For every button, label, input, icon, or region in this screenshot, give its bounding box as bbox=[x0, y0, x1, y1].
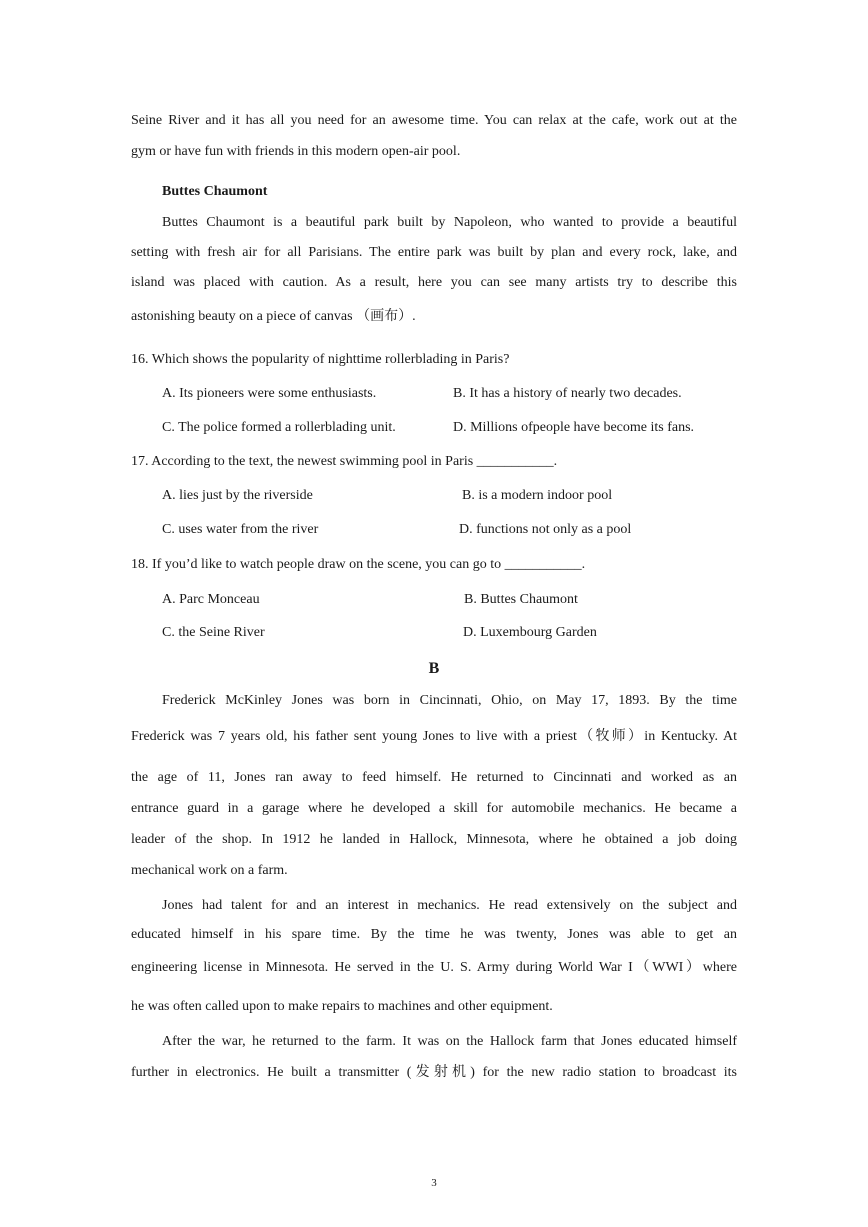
question-option: C. uses water from the river bbox=[162, 522, 319, 537]
paragraph-line: mechanical work on a farm. bbox=[131, 863, 288, 878]
paragraph-line: Frederick McKinley Jones was born in Cincinnati, Ohio, on May 17, 1893. By the time bbox=[162, 693, 737, 708]
paragraph-line: leader of the shop. In 1912 he landed in Hallock, Minnesota, where he obtained a job doing bbox=[131, 832, 737, 847]
paragraph-line: entrance guard in a garage where he developed a skill for automobile mechanics. He became a bbox=[131, 801, 737, 816]
question-option: D. Millions ofpeople have become its fans. bbox=[453, 420, 695, 435]
question-stem: 16. Which shows the popularity of nighttime rollerblading in Paris? bbox=[131, 352, 510, 367]
paragraph-line: After the war, he returned to the farm. It was on the Hallock farm that Jones educated himself bbox=[162, 1034, 737, 1049]
paragraph-line: Frederick was 7 years old, his father sent young Jones to live with a priest（牧师）in Kentucky. At bbox=[131, 729, 737, 744]
question-option: B. It has a history of nearly two decades. bbox=[453, 386, 682, 401]
question-option: A. Its pioneers were some enthusiasts. bbox=[162, 386, 377, 401]
question-option: C. the Seine River bbox=[162, 625, 265, 640]
question-option: D. functions not only as a pool bbox=[459, 522, 632, 537]
buttes-line: island was placed with caution. As a result, here you can see many artists try to describe this bbox=[131, 275, 737, 290]
paragraph-line: educated himself in his spare time. By the time he was twenty, Jones was able to get an bbox=[131, 927, 737, 942]
passage-a-line: gym or have fun with friends in this modern open-air pool. bbox=[131, 144, 461, 159]
question-stem: 18. If you’d like to watch people draw on the scene, you can go to ___________. bbox=[131, 557, 586, 572]
question-option: B. Buttes Chaumont bbox=[464, 592, 578, 607]
paragraph-line: the age of 11, Jones ran away to feed himself. He returned to Cincinnati and worked as an bbox=[131, 770, 737, 785]
buttes-heading: Buttes Chaumont bbox=[162, 184, 268, 199]
question-option: A. lies just by the riverside bbox=[162, 488, 313, 503]
paragraph-line: he was often called upon to make repairs to machines and other equipment. bbox=[131, 999, 553, 1014]
question-option: D. Luxembourg Garden bbox=[463, 625, 597, 640]
paragraph-line: engineering license in Minnesota. He served in the U. S. Army during World War I（WWI）where bbox=[131, 960, 737, 975]
question-option: C. The police formed a rollerblading unit. bbox=[162, 420, 396, 435]
page-number: 3 bbox=[431, 1177, 437, 1189]
question-option: B. is a modern indoor pool bbox=[462, 488, 613, 503]
section-heading: B bbox=[428, 660, 440, 677]
buttes-line: setting with fresh air for all Parisians. The entire park was built by plan and every rock, lake, and bbox=[131, 245, 737, 260]
question-option: A. Parc Monceau bbox=[162, 592, 260, 607]
paragraph-line: further in electronics. He built a transmitter (发射机) for the new radio station to broadcast its bbox=[131, 1065, 737, 1080]
buttes-line: Buttes Chaumont is a beautiful park built by Napoleon, who wanted to provide a beautiful bbox=[162, 215, 737, 230]
buttes-line: astonishing beauty on a piece of canvas （画布）. bbox=[131, 309, 416, 324]
paragraph-line: Jones had talent for and an interest in mechanics. He read extensively on the subject and bbox=[162, 898, 737, 913]
passage-a-line: Seine River and it has all you need for an awesome time. You can relax at the cafe, work out at the bbox=[131, 113, 737, 128]
question-stem: 17. According to the text, the newest swimming pool in Paris ___________. bbox=[131, 454, 558, 469]
